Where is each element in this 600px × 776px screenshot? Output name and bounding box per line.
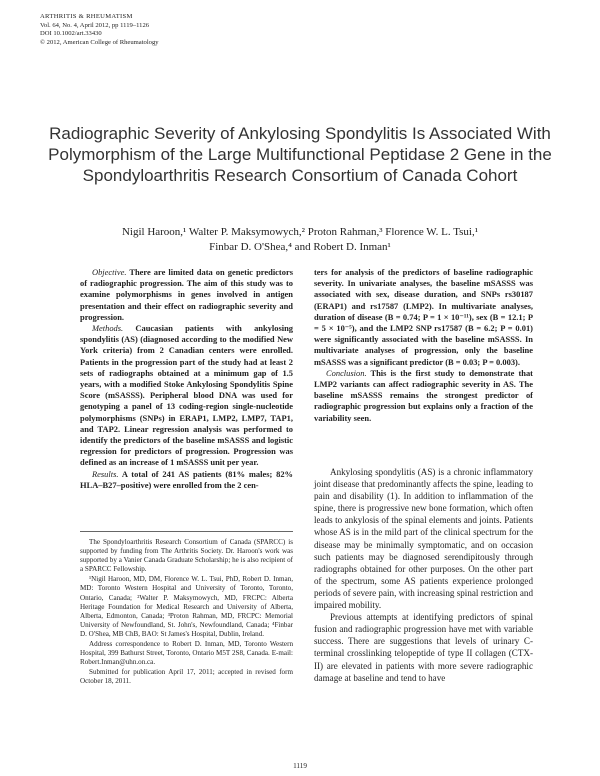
footnote-correspondence: Address correspondence to Robert D. Inman, MD, Toronto Western Hospital, 399 Bathurst Street, Toronto, Ontario M5T 2S8, Canada. E-mail: Robert.Inman@uhn.on.ca. [80,640,293,667]
objective-label: Objective. [92,267,127,277]
footnote-divider [80,531,293,532]
abstract-objective [80,267,293,323]
footnote-affiliations: ¹Nigil Haroon, MD, DM, Florence W. L. Tsui, PhD, Robert D. Inman, MD: Toronto Western Hospital and University of Toronto, Toronto, Ontario, Canada; ²Walter P. Maksymowych, MD, FRCPC: Alberta Heritage Foundation for Medical Research and University of Alberta, Alberta, Edmonton, Canada; ³Proton Rahman, MD, FRCPC: Memorial University of Newfoundland, St. John's, Newfoundland, Canada; ⁴Finbar D. O'Shea, MB ChB, BAO: St James's Hospital, Dublin, Ireland. [80,575,293,638]
doi: DOI 10.1002/art.33430 [40,30,102,38]
footnotes [80,538,293,688]
abstract-right-column [314,267,533,424]
authors-line-1: Nigil Haroon,¹ Walter P. Maksymowych,² Proton Rahman,³ Florence W. L. Tsui,¹ [121,226,479,238]
journal-header [40,13,159,47]
methods-text: Caucasian patients with ankylosing spondylitis (AS) (diagnosed according to the modified New York criteria) from 2 Canadian centers were enrolled. Patients in the progression part of the study had at least 2 sets of radiographs obtained at a minimum gap of 1.5 years, with a modified Stoke Ankylosing Spondylitis Spine Score (mSASSS). Peripheral blood DNA was used for genotyping a panel of 13 coding-region single-nucleotide polymorphisms (SNPs) in ERAP1, LMP2, LMP7, TAP1, and TAP2. Linear regression analysis was performed to identify the predictors of the baseline mSASSS and logistic regression for predictors of progression. Progression was defined as an increase of 1 mSASSS unit per year. [80,323,294,468]
abstract-results-start [80,469,293,491]
conclusion-text: This is the first study to demonstrate that LMP2 variants can affect radiographic severity in AS. The baseline mSASSS remains the strongest predictor of radiographic progression but explains only a fraction of the variability seen. [314,367,533,423]
body-paragraph-2: Previous attempts at identifying predictors of spinal fusion and radiographic progression have met with variable success. There are suggestions that levels of urinary C-terminal crosslinking telopeptide of type II collagen (CTX-II) are elevated in patients with more severe radiographic damage at baseline and tend to have [314,612,533,683]
article-title: Radiographic Severity of Ankylosing Spondylitis Is Associated With Polymorphism of the Large Multifunctional Peptidase 2 Gene in the Spondyloarthritis Research Consortium of Canada Cohort [48,124,552,185]
methods-label: Methods. [92,323,124,334]
authors-line-2: Finbar D. O'Shea,⁴ and Robert D. Inman¹ [209,241,391,253]
conclusion-label: Conclusion. [326,367,367,378]
body-paragraph-1: Ankylosing spondylitis (AS) is a chronic inflammatory joint disease that predominantly affects the spine, leading to pain and disability (1). In addition to inflammation of the spine, there is progressive new bone formation, which often leads to ankylosis of the spinal elements and joints. Patients whose AS is in the mild part of the clinical spectrum for the disease may be minimally symptomatic, and on occasion such patients may be diagnosed serendipitously through radiographs obtained for other purposes. On the other part of the spectrum, some AS patients experience prolonged periods of severe pain, with increasing spinal restriction and impaired mobility. [314,467,533,611]
footnote-funding: The Spondyloarthritis Research Consortium of Canada (SPARCC) is supported by funding from The Arthritis Society. Dr. Haroon's work was supported by a Vanier Canada Graduate Scholarship; he is also recipient of a SPARCC Fellowship. [80,538,293,574]
abstract-methods [80,323,293,469]
body-text [314,466,533,684]
objective-text: There are limited data on genetic predictors of radiographic progression. The aim of this study was to examine polymorphisms in genes involved in antigen presentation and their effect on radiographic severity and progression. [80,267,293,322]
journal-name: ARTHRITIS & RHEUMATISM [40,13,133,20]
abstract-conclusion [314,368,533,424]
abstract-left-column [80,267,293,491]
copyright: © 2012, American College of Rheumatology [40,38,159,46]
page-number: 1119 [293,762,307,770]
results-text-left: A total of 241 AS patients (81% males; 82% HLA–B27–positive) were enrolled from the 2 cen- [80,468,293,490]
results-label: Results. [92,468,119,479]
footnote-submitted: Submitted for publication April 17, 2011; accepted in revised form October 18, 2011. [80,668,293,686]
author-list [60,225,540,255]
journal-volume: Vol. 64, No. 4, April 2012, pp 1119–1126 [40,21,150,29]
abstract-results-continued: ters for analysis of the predictors of baseline radiographic severity. In univariate analyses, the baseline mSASSS was associated with sex, disease duration, and SNPs rs30187 (ERAP1) and rs17587 (LMP2). In multivariate analyses, duration of disease (B = 0.74; P = 1 × 10⁻¹¹), sex (B = 12.1; P = 5 × 10⁻⁵), and the LMP2 SNP rs17587 (B = 6.2; P = 0.01) were significantly associated with the baseline mSASSS. In multivariate analyses of progression, only the baseline mSASSS was a significant predictor (B = 0.03; P = 0.003). [314,267,533,367]
